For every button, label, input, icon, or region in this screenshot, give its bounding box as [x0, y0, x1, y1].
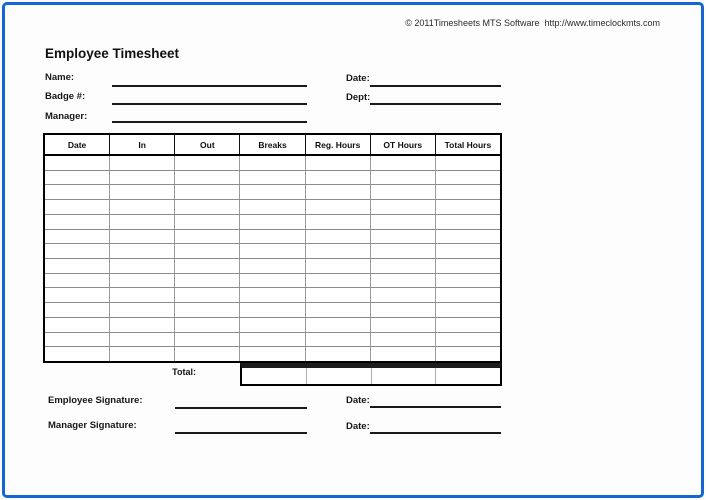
table-cell-reg-hours[interactable] — [305, 274, 370, 288]
table-cell-total-hours[interactable] — [435, 215, 500, 229]
table-row — [45, 346, 500, 361]
table-cell-out[interactable] — [174, 347, 239, 361]
table-cell-breaks[interactable] — [239, 230, 304, 244]
table-cell-breaks[interactable] — [239, 171, 304, 185]
table-cell-date[interactable] — [45, 318, 109, 332]
table-cell-in[interactable] — [109, 303, 174, 317]
table-cell-breaks[interactable] — [239, 303, 304, 317]
table-cell-in[interactable] — [109, 259, 174, 273]
table-cell-out[interactable] — [174, 156, 239, 170]
table-cell-date[interactable] — [45, 303, 109, 317]
table-cell-ot-hours[interactable] — [370, 156, 435, 170]
table-cell-breaks[interactable] — [239, 288, 304, 302]
table-row — [45, 243, 500, 258]
table-cell-total-hours[interactable] — [435, 333, 500, 347]
table-cell-out[interactable] — [174, 288, 239, 302]
table-cell-ot-hours[interactable] — [370, 244, 435, 258]
employee-signature-date-line[interactable] — [370, 406, 501, 408]
column-header-breaks: Breaks — [239, 135, 304, 154]
table-cell-ot-hours[interactable] — [370, 347, 435, 361]
employee-signature-label: Employee Signature: — [48, 395, 143, 406]
table-cell-reg-hours[interactable] — [305, 171, 370, 185]
table-cell-date[interactable] — [45, 156, 109, 170]
table-cell-in[interactable] — [109, 333, 174, 347]
table-cell-date[interactable] — [45, 333, 109, 347]
manager-signature-label: Manager Signature: — [48, 420, 137, 431]
table-cell-reg-hours[interactable] — [305, 215, 370, 229]
table-cell-breaks[interactable] — [239, 259, 304, 273]
table-cell-in[interactable] — [109, 347, 174, 361]
manager-signature-line[interactable] — [175, 432, 307, 434]
table-cell-in[interactable] — [109, 171, 174, 185]
table-cell-out[interactable] — [174, 333, 239, 347]
table-cell-date[interactable] — [45, 274, 109, 288]
timesheet-table — [43, 133, 502, 363]
manager-label: Manager: — [45, 111, 88, 122]
table-cell-ot-hours[interactable] — [370, 333, 435, 347]
name-field-line[interactable] — [112, 85, 307, 87]
table-cell-date[interactable] — [45, 185, 109, 199]
table-cell-in[interactable] — [109, 215, 174, 229]
manager-signature-date-line[interactable] — [370, 432, 501, 434]
table-cell-out[interactable] — [174, 274, 239, 288]
table-cell-breaks[interactable] — [239, 200, 304, 214]
badge-label: Badge #: — [45, 91, 86, 102]
dept-field-line[interactable] — [370, 103, 501, 105]
table-cell-total-hours[interactable] — [435, 288, 500, 302]
table-cell-in[interactable] — [109, 274, 174, 288]
total-cell[interactable] — [242, 368, 306, 384]
table-cell-total-hours[interactable] — [435, 185, 500, 199]
table-cell-reg-hours[interactable] — [305, 244, 370, 258]
table-cell-out[interactable] — [174, 230, 239, 244]
table-row — [45, 332, 500, 347]
column-header-reg-hours: Reg. Hours — [305, 135, 370, 154]
table-cell-total-hours[interactable] — [435, 156, 500, 170]
page-title: Employee Timesheet — [45, 46, 180, 61]
table-cell-ot-hours[interactable] — [370, 318, 435, 332]
table-cell-reg-hours[interactable] — [305, 230, 370, 244]
employee-signature-date-label: Date: — [346, 395, 370, 406]
date-field-line[interactable] — [370, 85, 501, 87]
table-cell-total-hours[interactable] — [435, 259, 500, 273]
table-row — [45, 184, 500, 199]
table-cell-ot-hours[interactable] — [370, 215, 435, 229]
table-cell-ot-hours[interactable] — [370, 303, 435, 317]
table-row — [45, 229, 500, 244]
table-cell-total-hours[interactable] — [435, 171, 500, 185]
table-row — [45, 214, 500, 229]
table-cell-breaks[interactable] — [239, 347, 304, 361]
employee-signature-line[interactable] — [175, 407, 307, 409]
column-header-in: In — [109, 135, 174, 154]
table-cell-breaks[interactable] — [239, 333, 304, 347]
table-cell-breaks[interactable] — [239, 185, 304, 199]
table-cell-ot-hours[interactable] — [370, 288, 435, 302]
table-row — [45, 302, 500, 317]
table-row — [45, 170, 500, 185]
table-cell-out[interactable] — [174, 215, 239, 229]
table-cell-total-hours[interactable] — [435, 318, 500, 332]
table-cell-breaks[interactable] — [239, 215, 304, 229]
column-header-out: Out — [174, 135, 239, 154]
table-cell-ot-hours[interactable] — [370, 200, 435, 214]
badge-field-line[interactable] — [112, 103, 307, 105]
table-cell-reg-hours[interactable] — [305, 318, 370, 332]
table-cell-ot-hours[interactable] — [370, 185, 435, 199]
table-cell-total-hours[interactable] — [435, 274, 500, 288]
column-header-ot-hours: OT Hours — [370, 135, 435, 154]
total-label: Total: — [172, 367, 196, 377]
table-cell-breaks[interactable] — [239, 274, 304, 288]
table-cell-in[interactable] — [109, 156, 174, 170]
table-header-row — [45, 135, 500, 156]
table-cell-date[interactable] — [45, 215, 109, 229]
table-cell-date[interactable] — [45, 244, 109, 258]
table-cell-out[interactable] — [174, 171, 239, 185]
date-label: Date: — [346, 73, 370, 84]
table-cell-in[interactable] — [109, 200, 174, 214]
table-cell-date[interactable] — [45, 288, 109, 302]
dept-label: Dept: — [346, 92, 371, 103]
total-row — [240, 363, 502, 386]
table-cell-ot-hours[interactable] — [370, 274, 435, 288]
table-cell-reg-hours[interactable] — [305, 333, 370, 347]
table-cell-out[interactable] — [174, 185, 239, 199]
table-cell-date[interactable] — [45, 259, 109, 273]
manager-field-line[interactable] — [112, 121, 307, 123]
copyright-text: © 2011Timesheets MTS Software http://www.timeclockmts.com — [405, 18, 660, 28]
table-cell-out[interactable] — [174, 244, 239, 258]
table-cell-out[interactable] — [174, 200, 239, 214]
table-cell-date[interactable] — [45, 200, 109, 214]
table-body — [45, 156, 500, 361]
table-cell-total-hours[interactable] — [435, 347, 500, 361]
table-row — [45, 258, 500, 273]
table-cell-in[interactable] — [109, 185, 174, 199]
table-row — [45, 199, 500, 214]
table-cell-ot-hours[interactable] — [370, 259, 435, 273]
table-cell-breaks[interactable] — [239, 244, 304, 258]
table-cell-date[interactable] — [45, 230, 109, 244]
column-header-total-hours: Total Hours — [435, 135, 500, 154]
table-cell-total-hours[interactable] — [435, 200, 500, 214]
table-cell-date[interactable] — [45, 347, 109, 361]
table-cell-total-hours[interactable] — [435, 244, 500, 258]
table-row — [45, 287, 500, 302]
table-cell-in[interactable] — [109, 318, 174, 332]
table-cell-total-hours[interactable] — [435, 230, 500, 244]
table-cell-total-hours[interactable] — [435, 303, 500, 317]
table-row — [45, 317, 500, 332]
total-cell[interactable] — [306, 368, 371, 384]
total-cell[interactable] — [435, 368, 500, 384]
table-cell-out[interactable] — [174, 318, 239, 332]
table-cell-ot-hours[interactable] — [370, 171, 435, 185]
manager-signature-date-label: Date: — [346, 421, 370, 432]
name-label: Name: — [45, 72, 75, 83]
table-cell-date[interactable] — [45, 171, 109, 185]
table-cell-in[interactable] — [109, 230, 174, 244]
table-cell-out[interactable] — [174, 259, 239, 273]
table-cell-reg-hours[interactable] — [305, 185, 370, 199]
table-cell-reg-hours[interactable] — [305, 156, 370, 170]
table-cell-reg-hours[interactable] — [305, 347, 370, 361]
column-header-date: Date — [67, 139, 87, 150]
table-cell-in[interactable] — [109, 244, 174, 258]
table-cell-out[interactable] — [174, 303, 239, 317]
table-cell-breaks[interactable] — [239, 318, 304, 332]
table-cell-reg-hours[interactable] — [305, 259, 370, 273]
table-row — [45, 156, 500, 170]
table-cell-in[interactable] — [109, 288, 174, 302]
total-cell[interactable] — [371, 368, 436, 384]
table-cell-reg-hours[interactable] — [305, 288, 370, 302]
table-cell-breaks[interactable] — [239, 156, 304, 170]
table-cell-ot-hours[interactable] — [370, 230, 435, 244]
table-cell-reg-hours[interactable] — [305, 200, 370, 214]
table-row — [45, 273, 500, 288]
table-cell-reg-hours[interactable] — [305, 303, 370, 317]
